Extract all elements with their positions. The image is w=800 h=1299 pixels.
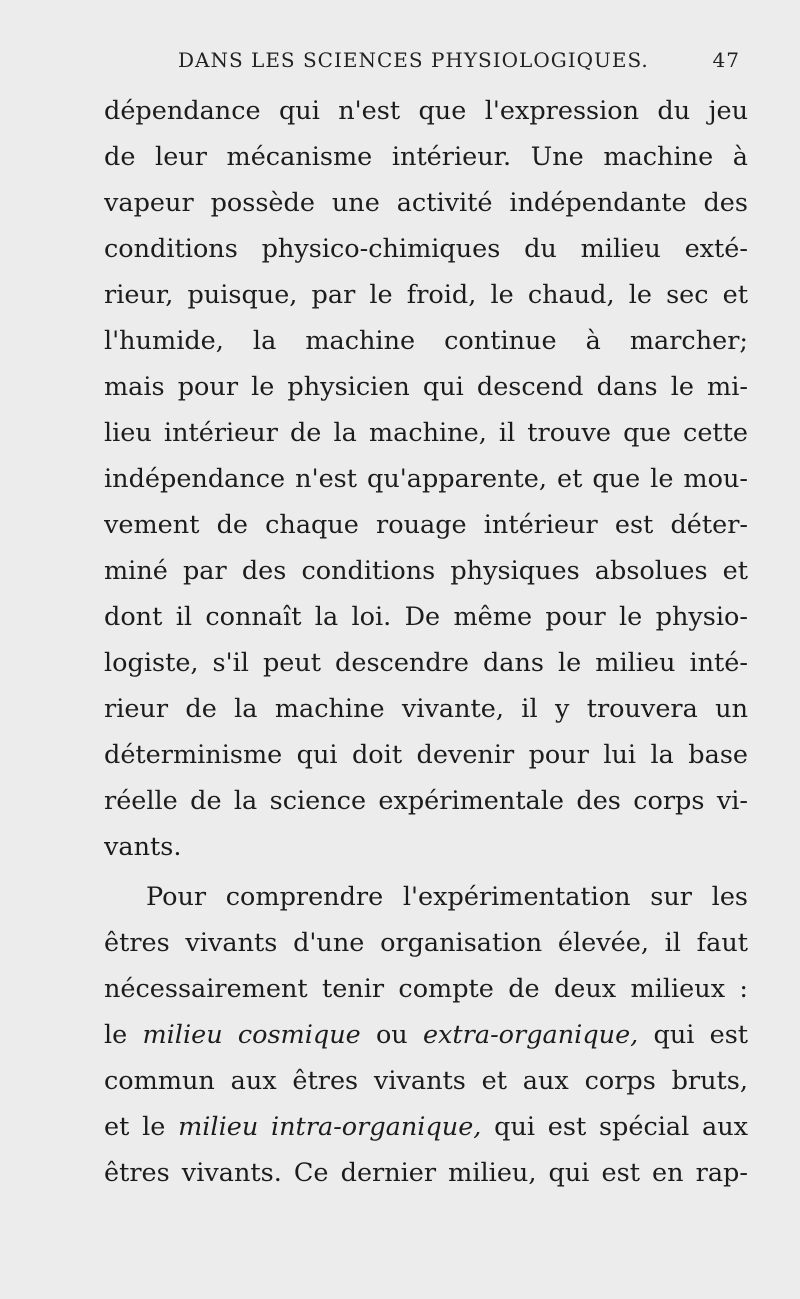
text-segment: le <box>104 1020 128 1050</box>
text-segment: et le <box>104 1112 166 1142</box>
text-segment: ou <box>375 1020 408 1050</box>
text-line: de leur mécanisme intérieur. Une machine à <box>104 142 748 172</box>
text-segment: qui est spécial aux <box>494 1112 748 1142</box>
text-line: êtres vivants d'une organisation élevée, il faut <box>104 928 748 958</box>
body-text <box>104 88 748 1196</box>
italic-term: milieu cosmique <box>142 1020 361 1050</box>
italic-term: extra-organique, <box>422 1020 639 1050</box>
text-line: rieur, puisque, par le froid, le chaud, le sec et <box>104 280 748 310</box>
page-header <box>178 48 740 78</box>
text-line: commun aux êtres vivants et aux corps bruts, <box>104 1066 748 1096</box>
text-line: vapeur possède une activité indépendante des <box>104 188 748 218</box>
text-line: nécessairement tenir compte de deux milieux : <box>104 974 748 1004</box>
text-line: indépendance n'est qu'apparente, et que le mou- <box>104 464 748 494</box>
text-line: dont il connaît la loi. De même pour le physio- <box>104 602 748 632</box>
text-line: rieur de la machine vivante, il y trouvera un <box>104 694 748 724</box>
text-line: conditions physico-chimiques du milieu exté- <box>104 234 748 264</box>
text-segment: qui est <box>653 1020 748 1050</box>
text-line <box>104 1104 748 1150</box>
text-line: réelle de la science expérimentale des corps vi- <box>104 786 748 816</box>
text-line: l'humide, la machine continue à marcher; <box>104 326 748 356</box>
italic-term: milieu intra-organique, <box>178 1112 482 1142</box>
text-line: mais pour le physicien qui descend dans le mi- <box>104 372 748 402</box>
text-line: logiste, s'il peut descendre dans le milieu inté- <box>104 648 748 678</box>
paragraph-2 <box>104 874 748 1196</box>
text-line: êtres vivants. Ce dernier milieu, qui est en rap- <box>104 1158 748 1188</box>
paragraph-1 <box>104 88 748 870</box>
text-line: vement de chaque rouage intérieur est déter- <box>104 510 748 540</box>
text-line: vants. <box>104 832 182 862</box>
running-title: DANS LES SCIENCES PHYSIOLOGIQUES. <box>178 48 649 72</box>
text-line: Pour comprendre l'expérimentation sur les <box>146 882 748 912</box>
text-line: dépendance qui n'est que l'expression du jeu <box>104 96 748 126</box>
text-line <box>104 1012 748 1058</box>
text-line: déterminisme qui doit devenir pour lui la base <box>104 740 748 770</box>
text-line: lieu intérieur de la machine, il trouve que cette <box>104 418 748 448</box>
text-line: miné par des conditions physiques absolues et <box>104 556 748 586</box>
page-number: 47 <box>712 48 740 72</box>
